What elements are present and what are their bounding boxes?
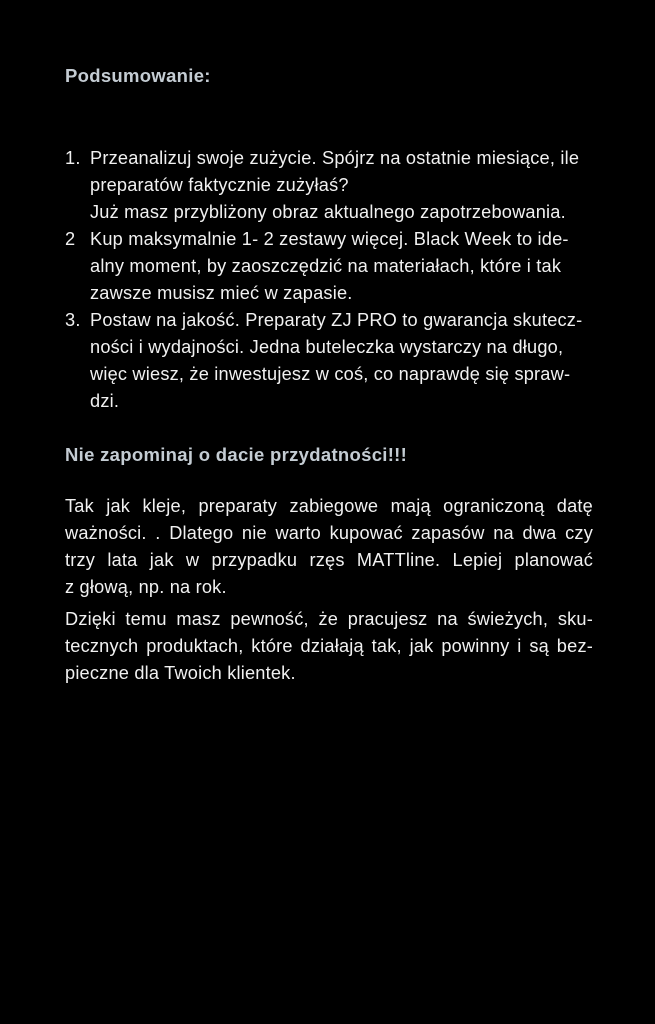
list-item-2-text bbox=[90, 226, 593, 307]
list-item-1-marker: 1. bbox=[65, 148, 81, 168]
expiry-para1-line-2: ważności. . Dlatego nie warto kupować zapasów na dwa czy bbox=[65, 523, 593, 543]
list-item-3-line-1: Postaw na jakość. Preparaty ZJ PRO to gwarancja skutecz- bbox=[90, 310, 583, 330]
list-item-1-text bbox=[90, 145, 593, 226]
list-item-2 bbox=[65, 226, 593, 307]
summary-numbered-list bbox=[65, 145, 593, 415]
expiry-para2-line-3: pieczne dla Twoich klientek. bbox=[65, 663, 296, 683]
list-item-2-line-3: zawsze musisz mieć w zapasie. bbox=[90, 283, 353, 303]
list-item-1-line-2: preparatów faktycznie zużyłaś? bbox=[90, 175, 349, 195]
list-item-3-text bbox=[90, 307, 593, 415]
list-item-1-line-1: Przeanalizuj swoje zużycie. Spójrz na ostatnie miesiące, ile bbox=[90, 148, 580, 168]
list-item-2-marker: 2 bbox=[65, 229, 76, 249]
list-item-2-line-1: Kup maksymalnie 1- 2 zestawy więcej. Black Week to ide- bbox=[90, 229, 569, 249]
list-item-2-line-2: alny moment, by zaoszczędzić na materiałach, które i tak bbox=[90, 256, 562, 276]
list-item-1 bbox=[65, 145, 593, 226]
expiry-para2-line-2: tecznych produktach, które działają tak, jak powinny i są bez- bbox=[65, 636, 593, 656]
expiry-para1-line-1: Tak jak kleje, preparaty zabiegowe mają ograniczoną datę bbox=[65, 496, 593, 516]
expiry-paragraph-2 bbox=[65, 606, 593, 687]
list-item-3 bbox=[65, 307, 593, 415]
expiry-para2-line-1: Dzięki temu masz pewność, że pracujesz na świeżych, sku- bbox=[65, 609, 593, 629]
expiry-heading: Nie zapominaj o dacie przydatności!!! bbox=[65, 444, 408, 465]
expiry-para1-line-3: trzy lata jak w przypadku rzęs MATTline. Lepiej planować bbox=[65, 550, 593, 570]
expiry-paragraph-1 bbox=[65, 493, 593, 601]
list-item-1-line-3: Już masz przybliżony obraz aktualnego zapotrzebowania. bbox=[90, 202, 566, 222]
expiry-para1-line-4: z głową, np. na rok. bbox=[65, 577, 227, 597]
list-item-3-line-3: więc wiesz, że inwestujesz w coś, co naprawdę się spraw- bbox=[90, 364, 571, 384]
page-title: Podsumowanie: bbox=[65, 65, 211, 86]
list-item-3-marker: 3. bbox=[65, 310, 81, 330]
list-item-3-line-4: dzi. bbox=[90, 391, 120, 411]
list-item-3-line-2: ności i wydajności. Jedna buteleczka wystarczy na długo, bbox=[90, 337, 564, 357]
